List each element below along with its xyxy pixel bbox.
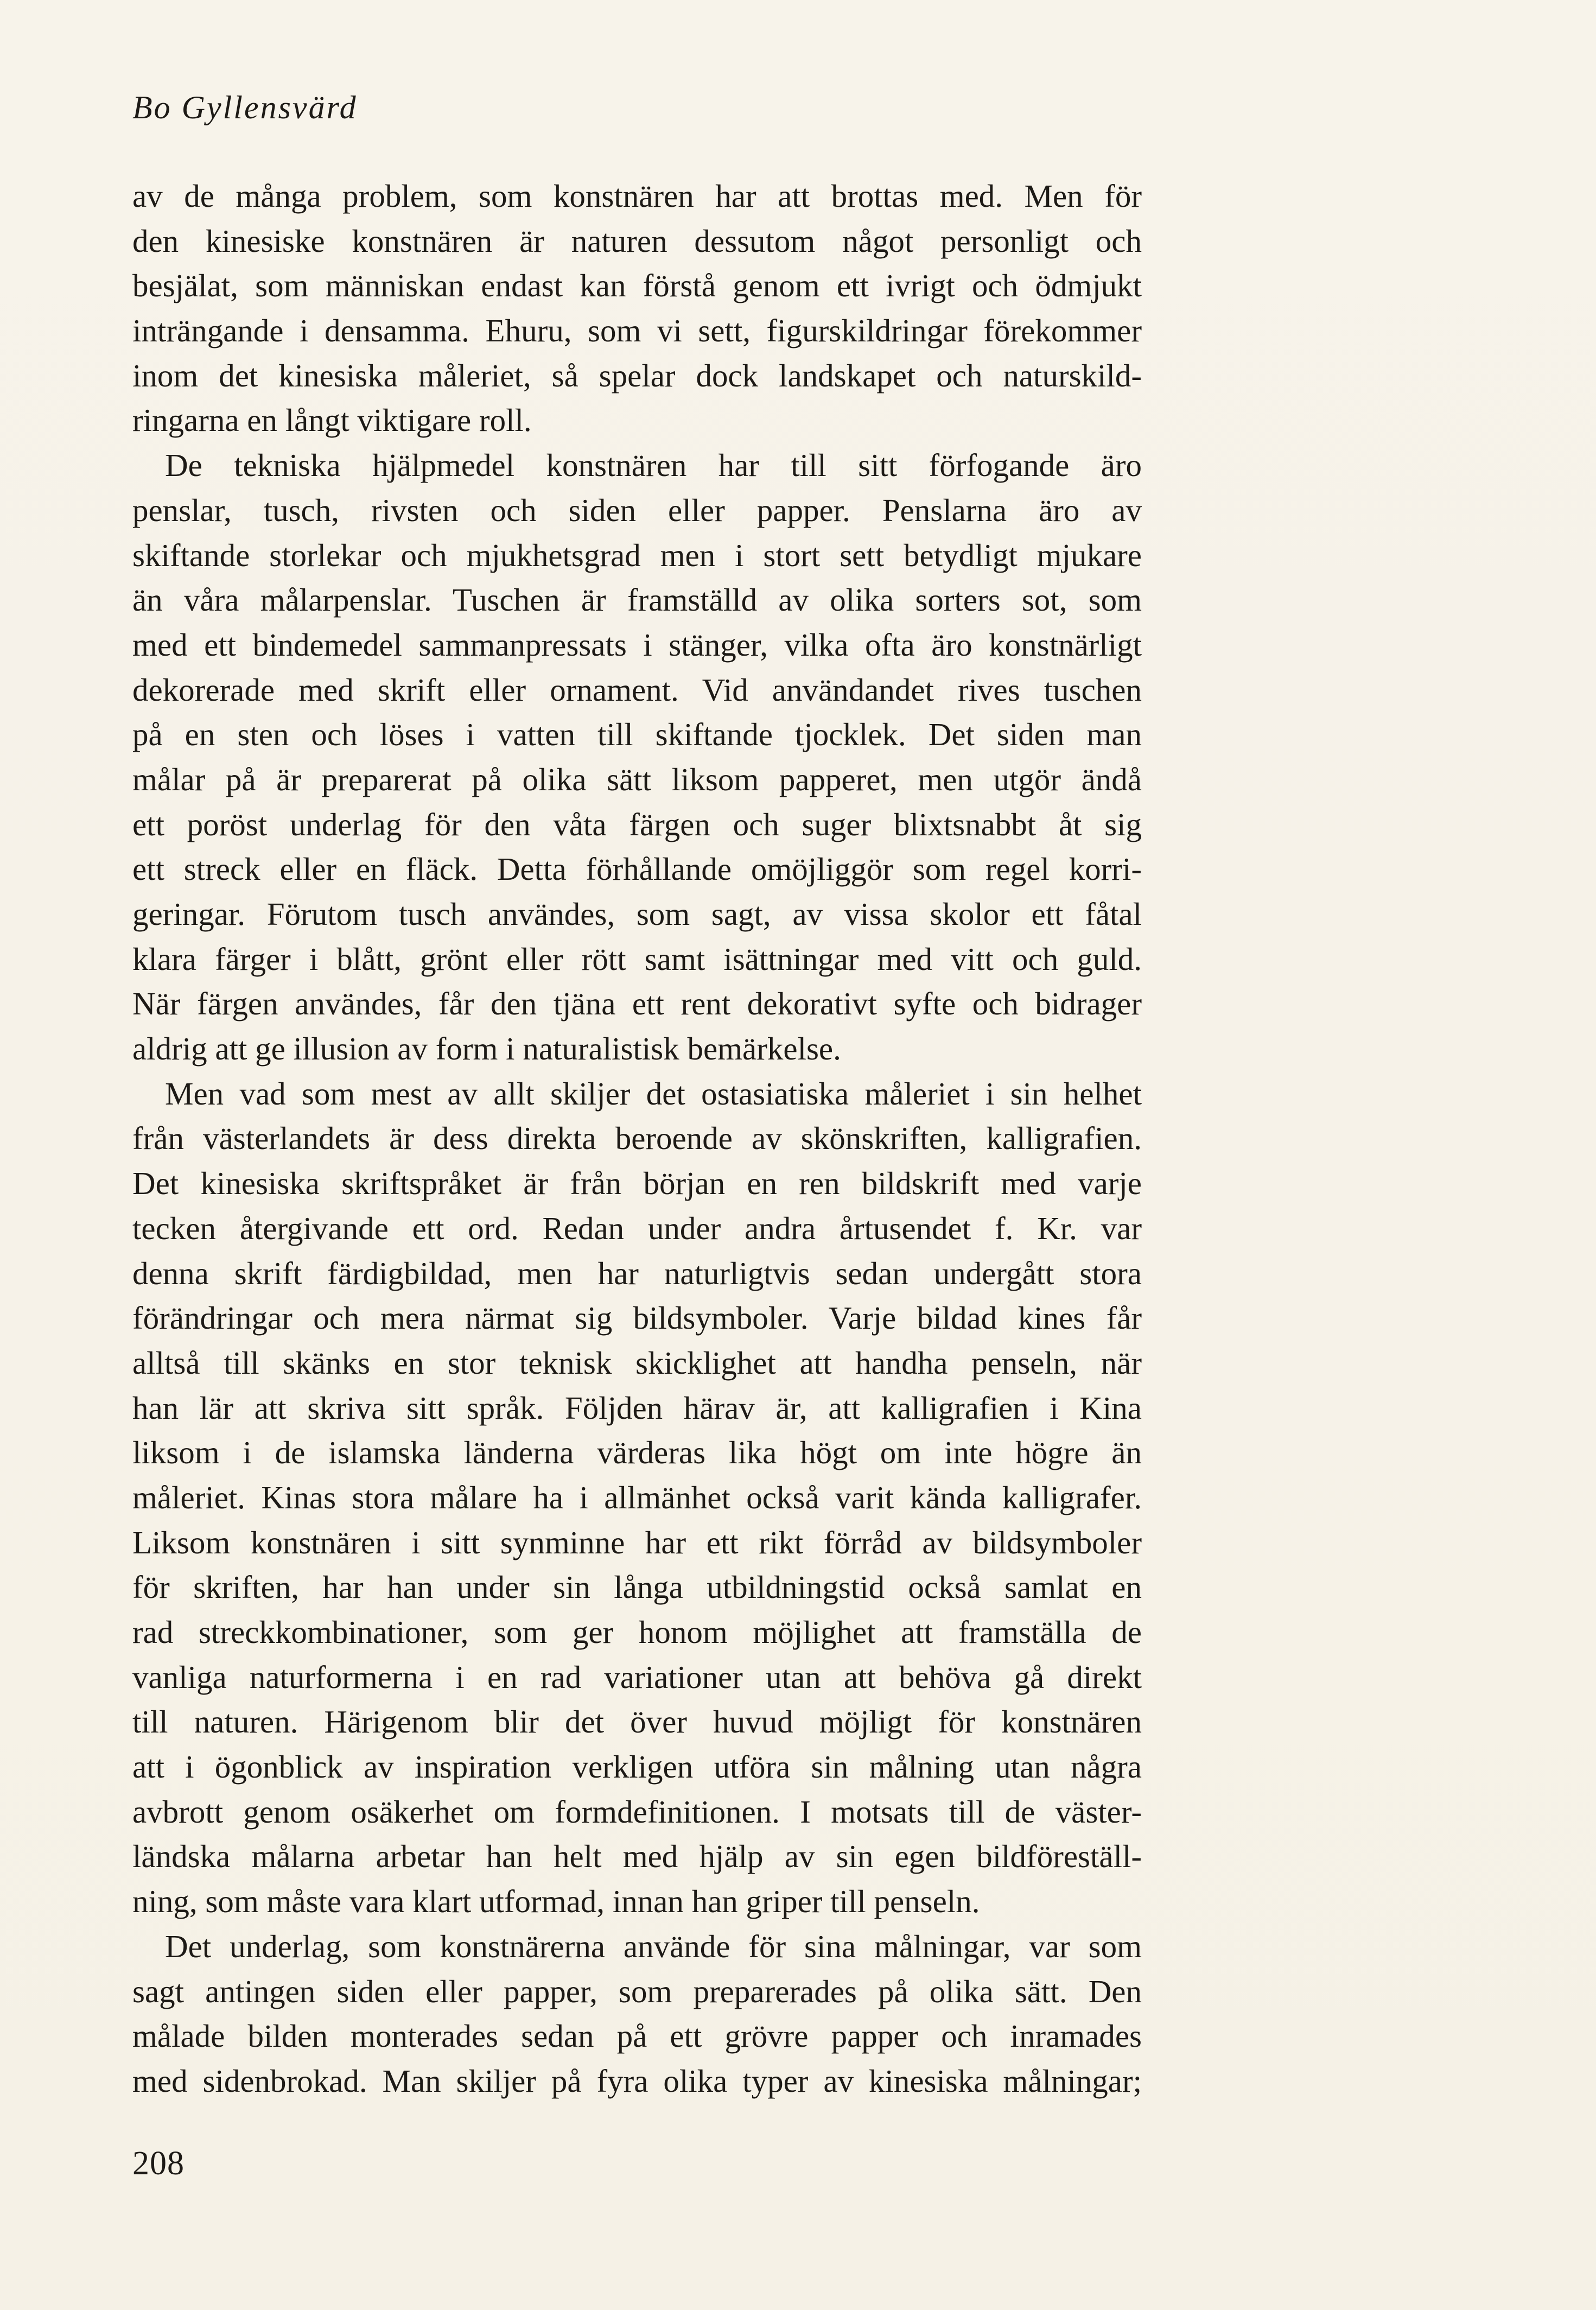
text-line: aldrig att ge illusion av form i naturalistisk bemärkelse. (132, 1031, 841, 1067)
text-line: att i ögonblick av inspiration verkligen utföra sin målning utan några (132, 1749, 1142, 1785)
text-line: målade bilden monterades sedan på ett grövre papper och inramades (132, 2018, 1142, 2054)
text-line: avbrott genom osäkerhet om formdefinitionen. I motsats till de väster- (132, 1793, 1142, 1830)
text-line: De tekniska hjälpmedel konstnären har till sitt förfogande äro (165, 447, 1142, 484)
text-line: geringar. Förutom tusch användes, som sagt, av vissa skolor ett fåtal (132, 896, 1142, 932)
text-line: ringarna en långt viktigare roll. (132, 402, 532, 439)
text-line: rad streckkombinationer, som ger honom möjlighet att framställa de (132, 1614, 1142, 1650)
text-line: ländska målarna arbetar han helt med hjälp av sin egen bildföreställ- (132, 1838, 1142, 1875)
text-line: till naturen. Härigenom blir det över huvud möjligt för konstnären (132, 1704, 1142, 1740)
text-line: han lär att skriva sitt språk. Följden härav är, att kalligrafien i Kina (132, 1389, 1142, 1426)
page-number: 208 (132, 2145, 185, 2182)
text-line: När färgen användes, får den tjäna ett rent dekorativt syfte och bidrager (132, 986, 1142, 1022)
text-line: ett poröst underlag för den våta färgen och suger blixtsnabbt åt sig (132, 806, 1142, 842)
text-line: inom det kinesiska måleriet, så spelar dock landskapet och naturskild- (132, 357, 1142, 394)
text-line: förändringar och mera närmat sig bildsymboler. Varje bildad kines får (132, 1300, 1142, 1336)
text-line: med sidenbrokad. Man skiljer på fyra olika typer av kinesiska målningar; (132, 2062, 1142, 2099)
text-line: målar på är preparerat på olika sätt liksom papperet, men utgör ändå (132, 761, 1142, 797)
text-line: från västerlandets är dess direkta beroende av skönskriften, kalligrafien. (132, 1120, 1142, 1157)
running-head: Bo Gyllensvärd (132, 90, 358, 125)
text-line: dekorerade med skrift eller ornament. Vid användandet rives tuschen (132, 671, 1142, 708)
text-line: skiftande storlekar och mjukhetsgrad men i stort sett betydligt mjukare (132, 537, 1142, 573)
text-line: måleriet. Kinas stora målare ha i allmänhet också varit kända kalligrafer. (132, 1479, 1142, 1515)
text-line: sagt antingen siden eller papper, som preparerades på olika sätt. Den (132, 1973, 1142, 2009)
text-line: inträngande i densamma. Ehuru, som vi sett, figurskildringar förekommer (132, 313, 1142, 349)
text-line: ett streck eller en fläck. Detta förhållande omöjliggör som regel korri- (132, 851, 1142, 887)
text-line: denna skrift färdigbildad, men har naturligtvis sedan undergått stora (132, 1255, 1142, 1291)
text-line: Liksom konstnären i sitt synminne har ett rikt förråd av bildsymboler (132, 1524, 1142, 1560)
text-line: den kinesiske konstnären är naturen dessutom något personligt och (132, 223, 1142, 259)
text-line: Det kinesiska skriftspråket är från början en ren bildskrift med varje (132, 1165, 1142, 1202)
text-line: av de många problem, som konstnären har att brottas med. Men för (132, 178, 1142, 214)
text-line: för skriften, har han under sin långa utbildningstid också samlat en (132, 1569, 1142, 1605)
body-text (132, 174, 1142, 2104)
text-line: ning, som måste vara klart utformad, innan han griper till penseln. (132, 1883, 980, 1920)
text-line: besjälat, som människan endast kan förstå genom ett ivrigt och ödmjukt (132, 268, 1142, 304)
text-line: tecken återgivande ett ord. Redan under andra årtusendet f. Kr. var (132, 1210, 1142, 1246)
text-line: klara färger i blått, grönt eller rött samt isättningar med vitt och guld. (132, 941, 1142, 977)
text-line: vanliga naturformerna i en rad variationer utan att behöva gå direkt (132, 1659, 1142, 1695)
text-line: Det underlag, som konstnärerna använde för sina målningar, var som (165, 1928, 1142, 1964)
text-line: på en sten och löses i vatten till skiftande tjocklek. Det siden man (132, 716, 1142, 753)
text-line: med ett bindemedel sammanpressats i stänger, vilka ofta äro konstnärligt (132, 626, 1142, 663)
text-line: Men vad som mest av allt skiljer det ostasiatiska måleriet i sin helhet (165, 1075, 1142, 1112)
text-line: penslar, tusch, rivsten och siden eller papper. Penslarna äro av (132, 492, 1142, 528)
text-line: alltså till skänks en stor teknisk skicklighet att handha penseln, när (132, 1344, 1142, 1381)
text-line: än våra målarpenslar. Tuschen är framställd av olika sorters sot, som (132, 582, 1142, 618)
text-line: liksom i de islamska länderna värderas lika högt om inte högre än (132, 1435, 1142, 1471)
